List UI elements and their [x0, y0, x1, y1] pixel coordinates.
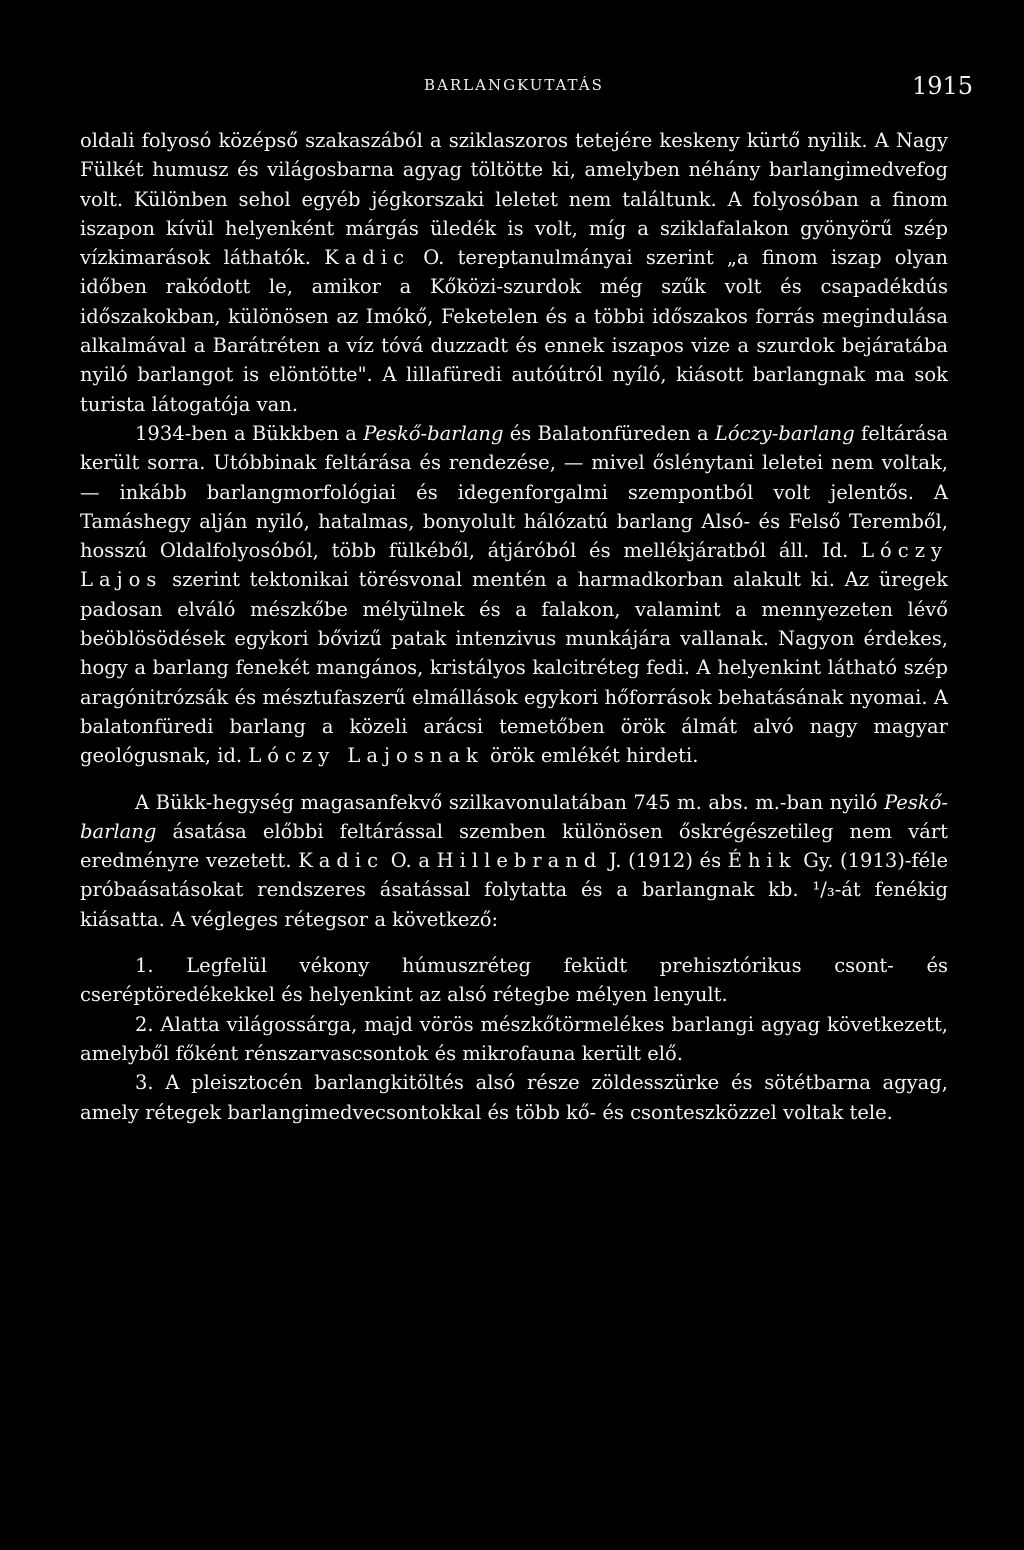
paragraph-3-text-b: ásatása előbbi feltárással szemben különösen őskrégészetileg nem várt eredményre vezetett.	[80, 819, 948, 873]
paragraph-2-text-c: feltárása került sorra. Utóbbinak feltárása és rendezése, — mivel őslénytani leletei nem voltak, — inkább barlangmorfológiai és idegenforgalmi szempontból volt jelentős. A Tamáshegy alján nyiló, hatalmas, bonyolult hálózatú barlang Alsó- és Felső Teremből, hosszú Oldalfolyosóból, több fülkéből, átjáróból és mellékjáratból áll.	[80, 421, 949, 563]
running-head	[0, 72, 1024, 102]
page-number: 1915	[912, 72, 974, 100]
paragraph-3-text-c: O. a	[390, 849, 430, 873]
paragraph-2	[80, 419, 948, 771]
paragraph-1-text-a: oldali folyosó középső szakaszából a sziklaszoros tetejére keskeny kürtő nyilik. A Nagy Fülkét humusz és világosbarna agyag töltötte ki, amelyben néhány barlangimedvefog volt. Különben sehol egyéb jégkorszaki leletet nem találtunk. A folyosóban a finom iszapon kívül helyenként márgás üledék is volt, míg a sziklafalakon gyönyörű szép vízkimarások láthatók.	[80, 129, 948, 270]
list-item: 3. A pleisztocén barlangkitöltés alsó része zöldesszürke és sötétbarna agyag, amely rétegek barlangimedvecsontokkal és több kő- és csonteszközzel voltak tele.	[80, 1071, 948, 1124]
paragraph-2-text-b: és Balatonfüreden a	[509, 421, 709, 445]
list-item: 2. Alatta világossárga, majd vörös mészkőtörmelékes barlangi agyag következett, amelyből főként rénszarvascsontok és mikrofauna került elő.	[80, 1012, 948, 1065]
prefix-id-2: id.	[217, 744, 243, 768]
author-name-ehik: Éhik	[727, 849, 797, 873]
author-name-kadic-2: Kadic	[298, 849, 385, 873]
author-name-hillebrand: Hillebrand	[436, 849, 603, 873]
paragraph-2-text-d: szerint tektonikai törésvonal mentén a harmadkorban alakult ki. Az üregek padosan elváló mészkőbe mélyülnek és a falakon, valamint a mennyezeten lévő beöblösödések egykori bővizű patak intenzivus munkájára vallanak. Nagyon érdekes, hogy a barlang fenekét mangános, kristályos kalcitréteg fedi. A helyenkint látható szép aragónitrózsák és mésztufaszerű elmállások egykori hőforrások behatásának nyomai. A balatonfüredi barlang a közeli arácsi temetőben örök álmát alvó nagy magyar geológusnak,	[80, 568, 949, 768]
paragraph-1-text-b: O. tereptanulmányai szerint „a finom iszap olyan időben rakódott le, amikor a Kőközi-szurdok még szűk volt és csapadékdús időszakokban, különösen az Imókő, Feketelen és a többi időszakos forrás megindulása alkalmával a Barátréten a víz tóvá duzzadt és ennek iszapos vize a szurdok bejáratába nyiló barlangot is elöntötte". A lillafüredi autóútról nyíló, kiásott barlangnak ma sok turista látogatója van.	[80, 246, 948, 416]
paragraph-3-text-e: Gy. (1913)-féle próbaásatásokat rendszeres ásatással folytatta és a barlangnak kb. ¹/₃-át fenékig kiásatta. A végleges rétegsor a következő:	[80, 849, 949, 931]
author-name-loczy-2: Lóczy Lajosnak	[248, 744, 484, 768]
prefix-id: Id.	[821, 539, 849, 563]
paragraph-3-text-d: J. (1912) és	[608, 849, 722, 873]
paragraph-3	[80, 788, 948, 934]
paragraph-2-text-a: 1934-ben a Bükkben a	[135, 421, 357, 445]
paragraph-1	[80, 126, 948, 419]
cave-name-pesko: Peskő-barlang	[363, 421, 504, 445]
cave-name-pesko-2: Peskő-barlang	[80, 790, 948, 843]
running-head-title: BARLANGKUTATÁS	[424, 76, 604, 94]
list-item: 1. Legfelül vékony húmuszréteg feküdt prehisztórikus csont- és cseréptöredékekkel és helyenkint az alsó rétegbe mélyen lenyult.	[80, 954, 948, 1007]
paragraph-3-text-a: A Bükk-hegység magasanfekvő szilkavonulatában 745 m. abs. m.-ban nyiló	[135, 790, 878, 814]
cave-name-loczy: Lóczy-barlang	[714, 421, 855, 445]
author-name-loczy: Lóczy Lajos	[80, 539, 949, 592]
author-name-kadic: Kadic	[324, 246, 411, 270]
paragraph-2-text-e: örök emlékét hirdeti.	[490, 744, 699, 768]
body-text	[80, 126, 948, 1127]
